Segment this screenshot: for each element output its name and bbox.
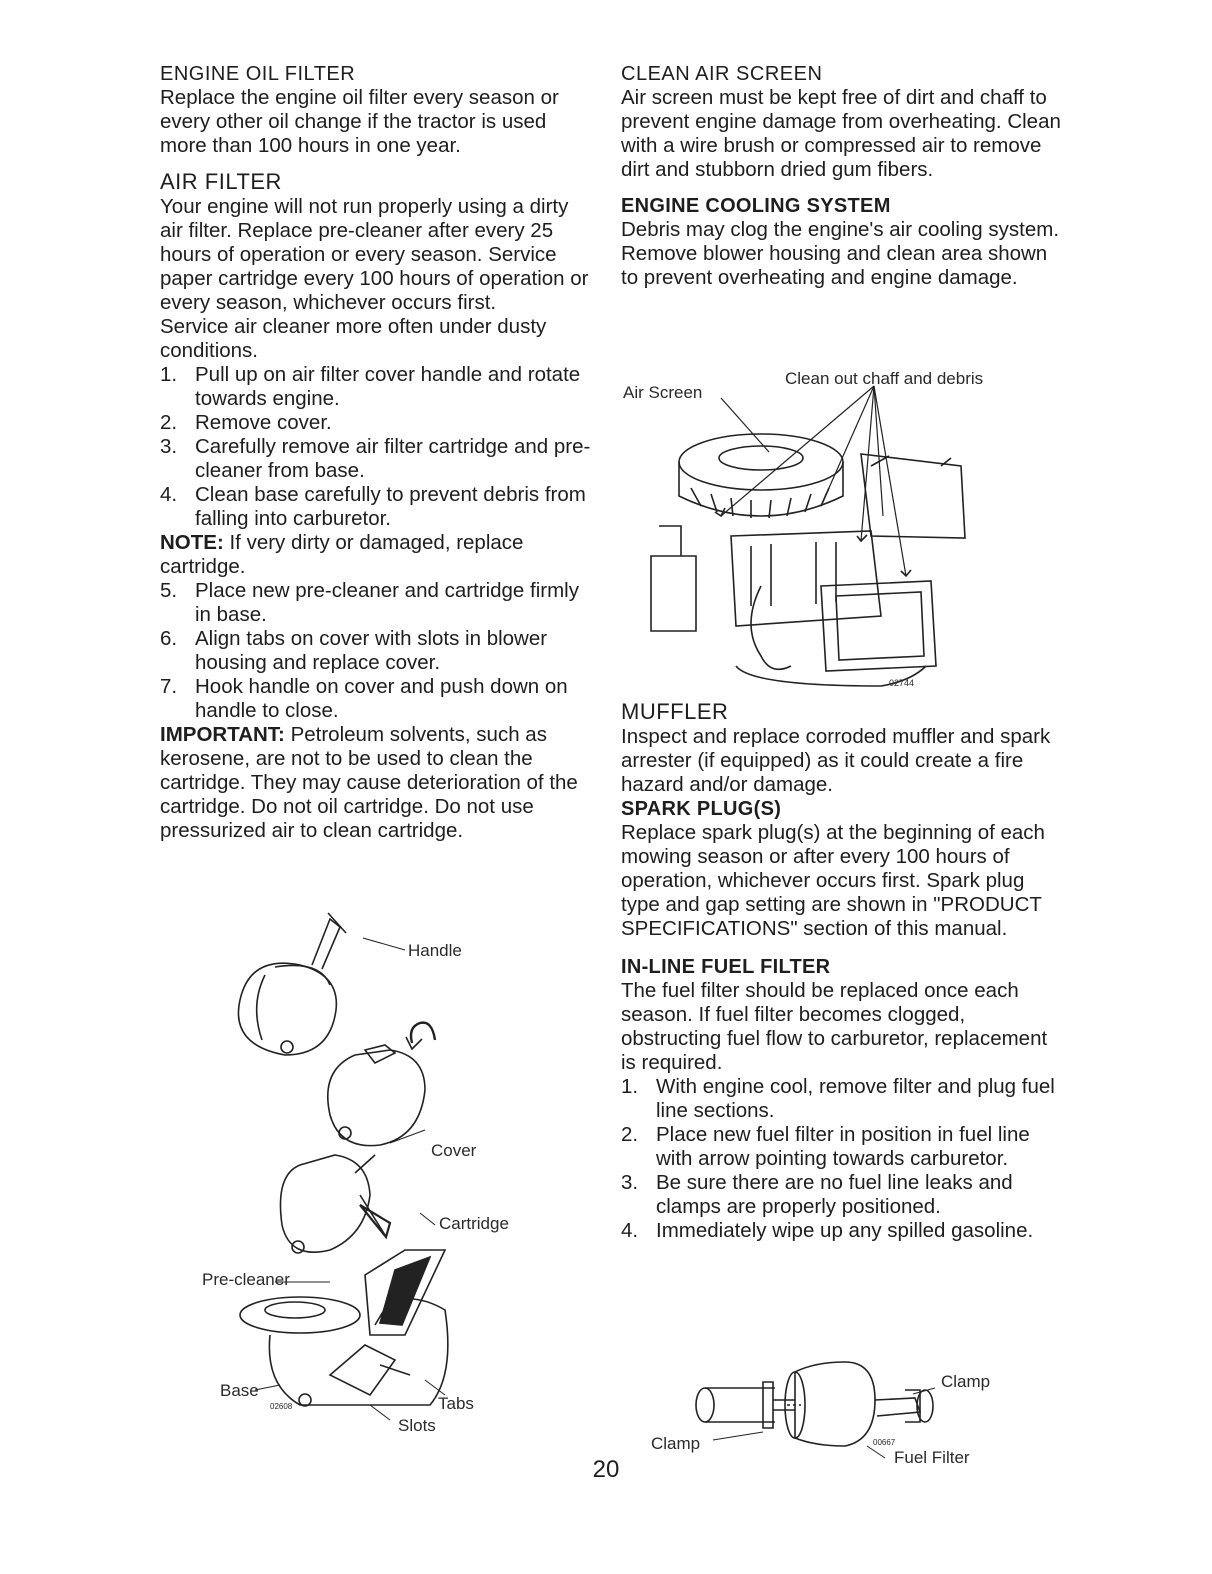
engine-figure: [621, 366, 1041, 696]
rotate-arrow-icon: [411, 1023, 435, 1043]
figure-code: 02744: [889, 678, 915, 688]
spark-plug-text: Replace spark plug(s) at the beginning of each mowing season or after every 100 hours of operation, whichever occurs first. Spark plug type and gap setting are shown in "PRODUCT SPECIFICATIONS" section of this manual.: [621, 821, 1045, 940]
down-arrow-icon: [360, 1205, 390, 1237]
left-column: [160, 62, 592, 843]
clean-air-screen-section: [621, 62, 1061, 182]
air-filter-steps-a: [160, 363, 592, 531]
list-item: 4. Immediately wipe up any spilled gasoline.: [621, 1219, 1034, 1242]
starter-shape: [651, 556, 696, 631]
list-item: 1. With engine cool, remove filter and plug fuel line sections.: [621, 1075, 1055, 1122]
label-air-screen: Air Screen: [623, 383, 703, 402]
fuel-filter-heading: IN-LINE FUEL FILTER: [621, 956, 831, 978]
fuel-filter-section: [621, 955, 1061, 1243]
label-fuel-filter: Fuel Filter: [894, 1448, 970, 1467]
air-filter-steps-b: [160, 579, 592, 723]
muffler-section: [621, 698, 1061, 797]
air-filter-intro: Your engine will not run properly using a dirty air filter. Replace pre-cleaner after every 25 hours of operation or every season. Service paper cartridge every 100 hours of operation or every season, whichever occurs first.: [160, 195, 589, 314]
note-text: If very dirty or damaged, replace cartridge.: [160, 531, 524, 578]
list-item: 1. Pull up on air filter cover handle and rotate towards engine.: [160, 363, 581, 410]
list-item: 4. Clean base carefully to prevent debris from falling into carburetor.: [160, 483, 586, 530]
fuel-filter-figure: [645, 1360, 1005, 1470]
fuel-tank-shape: [861, 454, 965, 538]
label-base: Base: [220, 1381, 259, 1400]
engine-illustration: [621, 366, 1041, 696]
clean-air-screen-text: Air screen must be kept free of dirt and chaff to prevent engine damage from overheating. Clean with a wire brush or compressed air to remove dirt and stubborn dried gum fibers.: [621, 86, 1061, 181]
right-column-lower: [621, 698, 1061, 1243]
engine-oil-filter-heading: ENGINE OIL FILTER: [160, 63, 356, 85]
label-handle: Handle: [408, 941, 462, 960]
list-item: 6. Align tabs on cover with slots in blower housing and replace cover.: [160, 627, 548, 674]
handle-arrow-icon: [312, 919, 340, 969]
air-filter-dusty-note: Service air cleaner more often under dusty conditions.: [160, 315, 547, 362]
figure-code: 00667: [873, 1438, 896, 1447]
air-filter-important: [160, 723, 592, 843]
fuel-filter-text: The fuel filter should be replaced once each season. If fuel filter becomes clogged, obstructing fuel flow to carburetor, replacement is required.: [621, 979, 1048, 1074]
engine-cooling-section: [621, 194, 1061, 290]
list-item: 2. Place new fuel filter in position in fuel line with arrow pointing towards carburetor.: [621, 1123, 1030, 1170]
note-label: NOTE:: [160, 531, 224, 554]
figure-code: 02608: [270, 1402, 293, 1411]
label-clamp-bottom: Clamp: [651, 1434, 701, 1453]
engine-oil-filter-section: [160, 62, 592, 158]
air-filter-heading: AIR FILTER: [160, 169, 282, 194]
clean-air-screen-heading: CLEAN AIR SCREEN: [621, 63, 823, 85]
label-cover: Cover: [431, 1141, 477, 1160]
label-cartridge: Cartridge: [439, 1214, 509, 1233]
important-text: Petroleum solvents, such as kerosene, are not to be used to clean the cartridge. They may cause deterioration of the cartridge. Do not oil cartridge. Do not use pressurized air to clean cartridge.: [160, 723, 578, 842]
fuel-line-left: [705, 1388, 775, 1422]
list-item: 2. Remove cover.: [160, 411, 332, 434]
cover-middle-shape: [328, 1050, 425, 1146]
right-column: [621, 62, 1061, 290]
muffler-text: Inspect and replace corroded muffler and spark arrester (if equipped) as it could create a fire hazard and/or damage.: [621, 725, 1051, 796]
fuel-filter-steps: [621, 1075, 1061, 1243]
engine-cooling-heading: ENGINE COOLING SYSTEM: [621, 195, 891, 217]
list-item: 3. Carefully remove air filter cartridge and pre-cleaner from base.: [160, 435, 591, 482]
spark-plug-section: [621, 797, 1061, 941]
label-precleaner: Pre-cleaner: [202, 1270, 290, 1289]
label-tabs: Tabs: [438, 1394, 474, 1413]
air-filter-section: [160, 168, 592, 843]
air-filter-note: [160, 531, 592, 579]
label-slots: Slots: [398, 1416, 436, 1435]
list-item: 7. Hook handle on cover and push down on handle to close.: [160, 675, 568, 722]
important-label: IMPORTANT:: [160, 723, 285, 746]
muffler-heading: MUFFLER: [621, 699, 729, 724]
page-number: 20: [592, 1456, 620, 1483]
engine-cooling-text: Debris may clog the engine's air cooling system. Remove blower housing and clean area shown to prevent overheating and engine damage.: [621, 218, 1060, 289]
label-clean-out: Clean out chaff and debris: [785, 369, 984, 388]
clamp-left-shape: [763, 1382, 773, 1428]
spark-plug-heading: SPARK PLUG(S): [621, 798, 782, 820]
cover-bottom-shape: [280, 1155, 370, 1252]
air-filter-figure: [180, 905, 540, 1445]
label-clamp-top: Clamp: [941, 1372, 991, 1391]
fuel-filter-body: [795, 1362, 875, 1446]
list-item: 3. Be sure there are no fuel line leaks and clamps are properly positioned.: [621, 1171, 1013, 1218]
list-item: 5. Place new pre-cleaner and cartridge firmly in base.: [160, 579, 579, 626]
air-filter-illustration: [180, 905, 540, 1445]
engine-oil-filter-text: Replace the engine oil filter every season or every other oil change if the tractor is used more than 100 hours in one year.: [160, 86, 559, 157]
